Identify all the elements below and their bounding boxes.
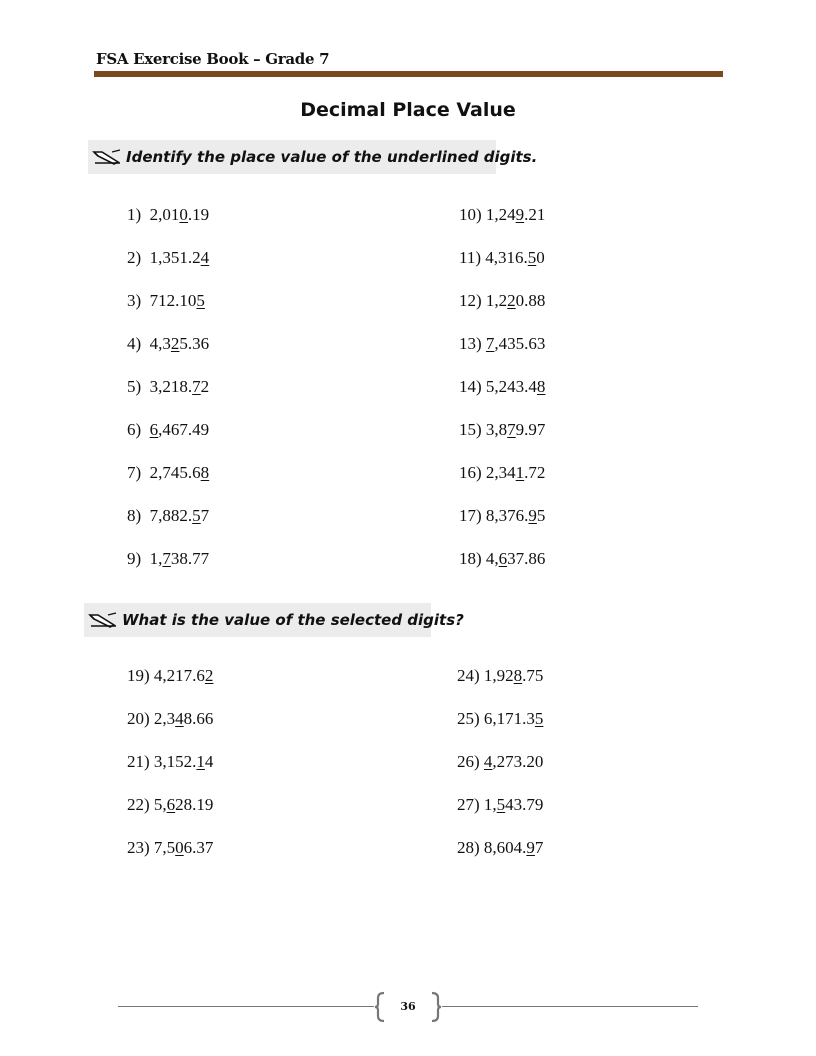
problem-item [127, 463, 209, 483]
problem-item [127, 334, 209, 354]
underlined-digit: 4 [175, 709, 184, 728]
item-before: 6,171.3 [483, 709, 535, 728]
item-after: 43.79 [505, 795, 544, 814]
item-after: 5.36 [179, 334, 210, 353]
item-label: 9) [127, 549, 150, 568]
problem-item [127, 838, 213, 858]
problem-item [459, 506, 545, 526]
item-label: 25) [457, 709, 484, 728]
item-label: 8) [127, 506, 150, 525]
item-after: 28.19 [175, 795, 214, 814]
underlined-digit: 2 [204, 666, 214, 685]
item-label: 19) [127, 666, 154, 685]
item-before: 3,218. [149, 377, 193, 396]
item-before: 2,01 [149, 205, 180, 224]
item-after: .21 [524, 205, 546, 224]
item-before: 4, [485, 549, 499, 568]
item-label: 14) [459, 377, 486, 396]
problem-item [127, 291, 205, 311]
instruction-banner-1 [88, 140, 538, 174]
item-before: 8,376. [485, 506, 529, 525]
underlined-digit: 7 [192, 377, 201, 396]
item-after: 37.86 [507, 549, 546, 568]
item-before: 2,34 [485, 463, 516, 482]
problem-item [127, 666, 213, 686]
item-label: 2) [127, 248, 150, 267]
underlined-digit: 9 [515, 205, 525, 224]
item-after: .75 [522, 666, 544, 685]
item-before: 4,217.6 [153, 666, 205, 685]
item-label: 5) [127, 377, 150, 396]
item-label: 18) [459, 549, 486, 568]
item-after: 7 [534, 838, 544, 857]
problem-item [127, 420, 209, 440]
underlined-digit: 9 [528, 506, 537, 525]
item-label: 3) [127, 291, 150, 310]
underlined-digit: 0 [179, 205, 188, 224]
underlined-digit: 5 [496, 795, 506, 814]
item-before: 8,604. [483, 838, 527, 857]
item-after: 7 [200, 506, 210, 525]
item-after: 38.77 [170, 549, 210, 568]
underlined-digit: 2 [507, 291, 516, 310]
underlined-digit: 6 [166, 795, 176, 814]
header-rule [94, 71, 723, 77]
problem-item [459, 420, 545, 440]
item-label: 22) [127, 795, 154, 814]
item-label: 20) [127, 709, 154, 728]
underlined-digit: 7 [507, 420, 516, 439]
problem-item [457, 795, 543, 815]
item-before: 5, [153, 795, 167, 814]
item-label: 27) [457, 795, 484, 814]
underlined-digit: 8 [200, 463, 210, 482]
instruction-text: What is the value of the selected digits? [122, 611, 464, 629]
problem-item [127, 752, 213, 772]
underlined-digit: 8 [513, 666, 523, 685]
underlined-digit: 2 [170, 334, 180, 353]
item-after: ,273.20 [492, 752, 544, 771]
page-number: 36 [400, 1000, 416, 1013]
underlined-digit: 5 [527, 248, 537, 267]
item-label: 10) [459, 205, 486, 224]
item-before: 2,745.6 [149, 463, 201, 482]
problem-item [457, 838, 543, 858]
item-label: 23) [127, 838, 154, 857]
item-label: 21) [127, 752, 154, 771]
item-after: ,435.63 [494, 334, 546, 353]
problem-item [127, 205, 209, 225]
underlined-digit: 5 [196, 291, 205, 310]
item-before: 7,5 [153, 838, 176, 857]
item-before: 1, [483, 795, 497, 814]
problem-item [459, 463, 545, 483]
item-label: 1) [127, 205, 150, 224]
item-before: 7,882. [149, 506, 193, 525]
problem-item [457, 709, 543, 729]
item-label: 15) [459, 420, 486, 439]
item-after: .72 [524, 463, 546, 482]
pencil-icon [88, 611, 118, 629]
item-after: 6.37 [183, 838, 214, 857]
item-after: 9.97 [515, 420, 546, 439]
underlined-digit: 8 [536, 377, 546, 396]
item-label: 11) [459, 248, 486, 267]
item-before: 1, [149, 549, 163, 568]
item-label: 17) [459, 506, 486, 525]
footer-rule-right [442, 1006, 698, 1007]
item-before: 1,92 [483, 666, 514, 685]
left-bracket-icon [374, 991, 386, 1023]
underlined-digit: 9 [526, 838, 535, 857]
problem-item [457, 752, 543, 772]
item-label: 28) [457, 838, 484, 857]
underlined-digit: 7 [485, 334, 495, 353]
problem-item [457, 666, 543, 686]
underlined-digit: 4 [200, 248, 210, 267]
underlined-digit: 4 [483, 752, 493, 771]
problem-item [127, 377, 209, 397]
underlined-digit: 5 [192, 506, 201, 525]
item-label: 16) [459, 463, 486, 482]
problem-item [459, 377, 545, 397]
item-before: 5,243.4 [485, 377, 537, 396]
underlined-digit: 1 [515, 463, 525, 482]
problem-item [127, 795, 213, 815]
instruction-text: Identify the place value of the underlined digits. [126, 148, 538, 166]
problem-item [459, 205, 545, 225]
problem-item [127, 506, 209, 526]
item-before: 1,351.2 [149, 248, 201, 267]
item-label: 26) [457, 752, 484, 771]
problem-item [459, 248, 545, 268]
problem-item [127, 248, 209, 268]
item-before: 4,3 [149, 334, 171, 353]
item-before: 3,152. [153, 752, 197, 771]
problem-item [127, 709, 213, 729]
item-after: 2 [200, 377, 210, 396]
item-before: 4,316. [485, 248, 528, 267]
item-label: 13) [459, 334, 486, 353]
item-after: .19 [187, 205, 210, 224]
item-before: 1,2 [485, 291, 508, 310]
item-before: 2,3 [153, 709, 176, 728]
underlined-digit: 7 [162, 549, 171, 568]
item-after: 0.88 [515, 291, 546, 310]
item-before: 3,8 [485, 420, 508, 439]
problem-item [459, 291, 545, 311]
item-label: 7) [127, 463, 150, 482]
item-after: 0 [536, 248, 545, 267]
item-before: 712.10 [149, 291, 197, 310]
item-after: 8.66 [183, 709, 214, 728]
problem-item [459, 549, 545, 569]
footer-rule-left [118, 1006, 374, 1007]
page-title: Decimal Place Value [300, 99, 516, 121]
item-after: ,467.49 [158, 420, 210, 439]
underlined-digit: 5 [534, 709, 544, 728]
item-label: 24) [457, 666, 484, 685]
right-bracket-icon [430, 991, 442, 1023]
pencil-icon [92, 148, 122, 166]
instruction-banner-2 [84, 603, 464, 637]
problem-item [127, 549, 209, 569]
header-title: FSA Exercise Book – Grade 7 [96, 50, 330, 68]
underlined-digit: 1 [196, 752, 205, 771]
underlined-digit: 0 [175, 838, 184, 857]
problem-item [459, 334, 545, 354]
underlined-digit: 6 [149, 420, 159, 439]
item-label: 12) [459, 291, 486, 310]
item-label: 4) [127, 334, 150, 353]
underlined-digit: 6 [498, 549, 508, 568]
item-after: 4 [204, 752, 214, 771]
item-label: 6) [127, 420, 150, 439]
item-before: 1,24 [485, 205, 516, 224]
item-after: 5 [536, 506, 546, 525]
